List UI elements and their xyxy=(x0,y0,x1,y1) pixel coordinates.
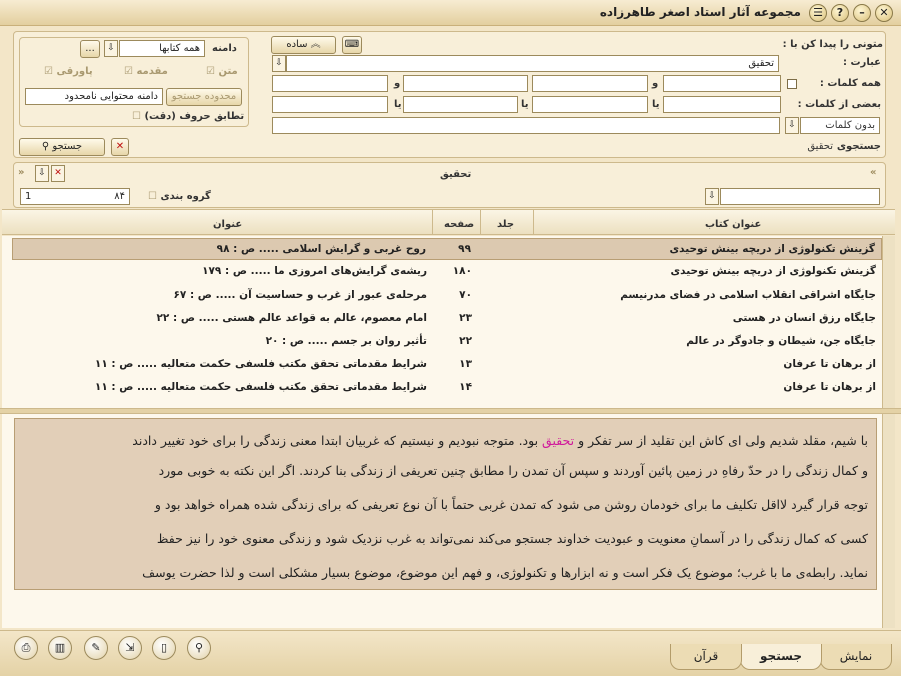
col-page[interactable]: صفحه xyxy=(444,219,475,230)
domain-dropdown-icon[interactable]: ⇩ xyxy=(104,40,118,57)
filter-input[interactable] xyxy=(720,188,880,205)
some-words-label: بعضی از کلمات : xyxy=(797,99,881,110)
all-words-input-3[interactable] xyxy=(272,75,388,92)
intro-option[interactable]: مقدمه ☑ xyxy=(124,66,168,77)
col-divider xyxy=(432,209,433,235)
all-words-input-1b[interactable] xyxy=(532,75,648,92)
zoom-icon[interactable]: ⚲ xyxy=(187,636,211,660)
tab-quran[interactable]: قرآن xyxy=(670,644,742,670)
minimize-icon[interactable]: – xyxy=(853,4,871,22)
search-query-label: جستجوی xyxy=(836,141,881,152)
footnote-option[interactable]: پاورقی ☑ xyxy=(44,66,93,77)
edit-icon[interactable]: ✎ xyxy=(84,636,108,660)
range-button[interactable]: محدوده جستجو xyxy=(166,88,242,106)
search-query-value: تحقیق xyxy=(807,141,833,152)
range-value: دامنه محتوایی نامحدود xyxy=(25,88,163,105)
help-icon[interactable]: ? xyxy=(831,4,849,22)
col-title[interactable]: عنوان xyxy=(213,219,243,230)
preview-line: توجه قرار گیرد لااقل تکلیف ما برای خودمان روشن می شود که تمدن غربی حتماً با آن نوع تعریفی که برای زندگی شده همراه خواهد بود و xyxy=(154,497,868,512)
col-divider xyxy=(533,209,534,235)
some-words-input-2[interactable] xyxy=(403,96,518,113)
tab-display[interactable]: نمایش xyxy=(820,644,892,670)
results-count: ۸۴ xyxy=(114,191,125,202)
without-dropdown-icon[interactable]: ⇩ xyxy=(785,117,799,134)
and-label: و xyxy=(394,78,401,89)
settings-icon[interactable]: ☰ xyxy=(809,4,827,22)
search-button[interactable]: جستجو ⚲ xyxy=(19,138,105,156)
preview-text xyxy=(14,418,877,590)
phrase-dropdown-icon[interactable]: ⇩ xyxy=(272,55,286,72)
results-query: تحقیق xyxy=(440,169,472,180)
search-highlight: تحقیق xyxy=(542,433,575,448)
phrase-input[interactable]: تحقیق xyxy=(286,55,779,72)
search-icon: ⚲ xyxy=(41,141,50,152)
text-option[interactable]: متن ☑ xyxy=(206,66,238,77)
some-words-input-3[interactable] xyxy=(272,96,388,113)
collapse-icon[interactable]: « xyxy=(18,167,25,178)
window-title: مجموعه آثار استاد اصغر طاهرزاده xyxy=(599,5,801,19)
exact-match-option[interactable]: تطابق حروف (دقت) ☐ xyxy=(132,111,245,122)
group-option[interactable]: گروه بندی ☐ xyxy=(148,191,211,202)
preview-scrollbar[interactable] xyxy=(882,414,895,628)
col-volume[interactable]: جلد xyxy=(497,219,515,230)
some-words-input-1[interactable] xyxy=(663,96,781,113)
col-book[interactable]: عنوان کتاب xyxy=(705,219,762,230)
document-icon[interactable]: ▯ xyxy=(152,636,176,660)
chevron-up-icon: ︽ xyxy=(310,39,321,50)
table-row[interactable]: گزینش تکنولوژی از دریچه بینش توحیدی ۹۹ روح غربی و گرایش اسلامی ..... ص : ۹۸ xyxy=(12,238,882,260)
table-row[interactable]: گزینش تکنولوژی از دریچه بینش توحیدی ۱۸۰ ریشه‌ی گرایش‌های امروزی ما ..... ص : ۱۷۹ xyxy=(202,265,876,277)
all-words-input-1[interactable] xyxy=(663,75,781,92)
all-words-checkbox[interactable] xyxy=(787,79,797,89)
print-icon[interactable]: ⎙ xyxy=(14,636,38,660)
table-row[interactable]: جایگاه رزق انسان در هستی ۲۳ امام معصوم، عالم به قواعد عالم هستی ..... ص : ۲۲ xyxy=(156,312,876,324)
or-label: یا xyxy=(652,99,660,110)
or-label: یا xyxy=(394,99,402,110)
preview-line: نماید. رابطه‌ی ما با غرب؛ موضوع یک فکر است و نه ابزارها و تکنولوژی، و فهم این موضوع، موضوع بسیار مشکلی است و لذا حضرت یوسف xyxy=(142,565,868,580)
table-row[interactable]: از برهان تا عرفان ۱۴ شرایط مقدماتی تحقق مکتب فلسفی حکمت متعالیه ..... ص : ۱۱ xyxy=(94,381,876,393)
mode-button[interactable]: ︽ ساده xyxy=(271,36,336,54)
table-row[interactable]: جایگاه اشراقی انقلاب اسلامی در فضای مدرنیسم ۷۰ مرحله‌ی عبور از غرب و حساسیت آن ..... ص : ۶۷ xyxy=(173,289,876,301)
more-button[interactable]: ... xyxy=(80,40,100,58)
some-words-input-2b[interactable] xyxy=(532,96,648,113)
all-words-input-2[interactable] xyxy=(403,75,528,92)
preview-line: کسی که کمال زندگی را در آسمانِ معنویت و عبودیت خداوند جستجو می‌کند نمی‌تواند به غرب نزدیک شود و زندگی معنوی خود را نیز حفظ xyxy=(156,531,868,546)
search-heading: متونی را پیدا کن با : xyxy=(782,39,883,50)
keyboard-icon[interactable]: ⌨ xyxy=(342,36,362,54)
clear-icon[interactable]: ✕ xyxy=(111,138,129,156)
table-row[interactable]: جایگاه جن، شیطان و جادوگر در عالم ۲۲ تأثیر روان بر جسم ..... ص : ۲۰ xyxy=(265,335,876,347)
without-words-select[interactable]: بدون کلمات xyxy=(800,117,880,134)
and-label: و xyxy=(652,78,659,89)
page-indicator[interactable] xyxy=(20,188,130,205)
table-scrollbar[interactable] xyxy=(882,236,895,408)
col-divider xyxy=(480,209,481,235)
phrase-label: عبارت : xyxy=(843,57,881,68)
expand-icon[interactable]: » xyxy=(870,167,877,178)
table-row[interactable]: از برهان تا عرفان ۱۳ شرایط مقدماتی تحقق مکتب فلسفی حکمت متعالیه ..... ص : ۱۱ xyxy=(94,358,876,370)
filter-dropdown-icon[interactable]: ⇩ xyxy=(705,188,719,205)
close-icon[interactable]: ✕ xyxy=(875,4,893,22)
tab-search[interactable]: جستجو xyxy=(740,644,822,670)
or-label: یا xyxy=(521,99,529,110)
preview-line: و کمال زندگی را در حدّ رفاهِ در زمین پائین آوردند و سپس آن تمدن را مطابق چنین تعریفی از زندگی بنا کردند. اگر این نکته به خوبی مورد xyxy=(158,463,868,478)
preview-line: با شیم، مقلد شدیم ولی ای کاش این تقلید از سر تفکر و تحقیق بود. متوجه نبودیم و نیستیم که غربیان ابتدا معنی زندگی را برای خود تغییر دادند xyxy=(132,433,868,448)
page-number: 1 xyxy=(25,191,32,202)
all-words-label: همه کلمات : xyxy=(819,78,881,89)
books-icon[interactable]: ▥ xyxy=(48,636,72,660)
results-clear-icon[interactable]: ✕ xyxy=(51,165,65,182)
results-down-icon[interactable]: ⇩ xyxy=(35,165,49,182)
domain-label: دامنه xyxy=(212,43,237,54)
domain-select[interactable]: همه کتابها xyxy=(119,40,205,57)
export-icon[interactable]: ⇲ xyxy=(118,636,142,660)
without-words-input[interactable] xyxy=(272,117,780,134)
